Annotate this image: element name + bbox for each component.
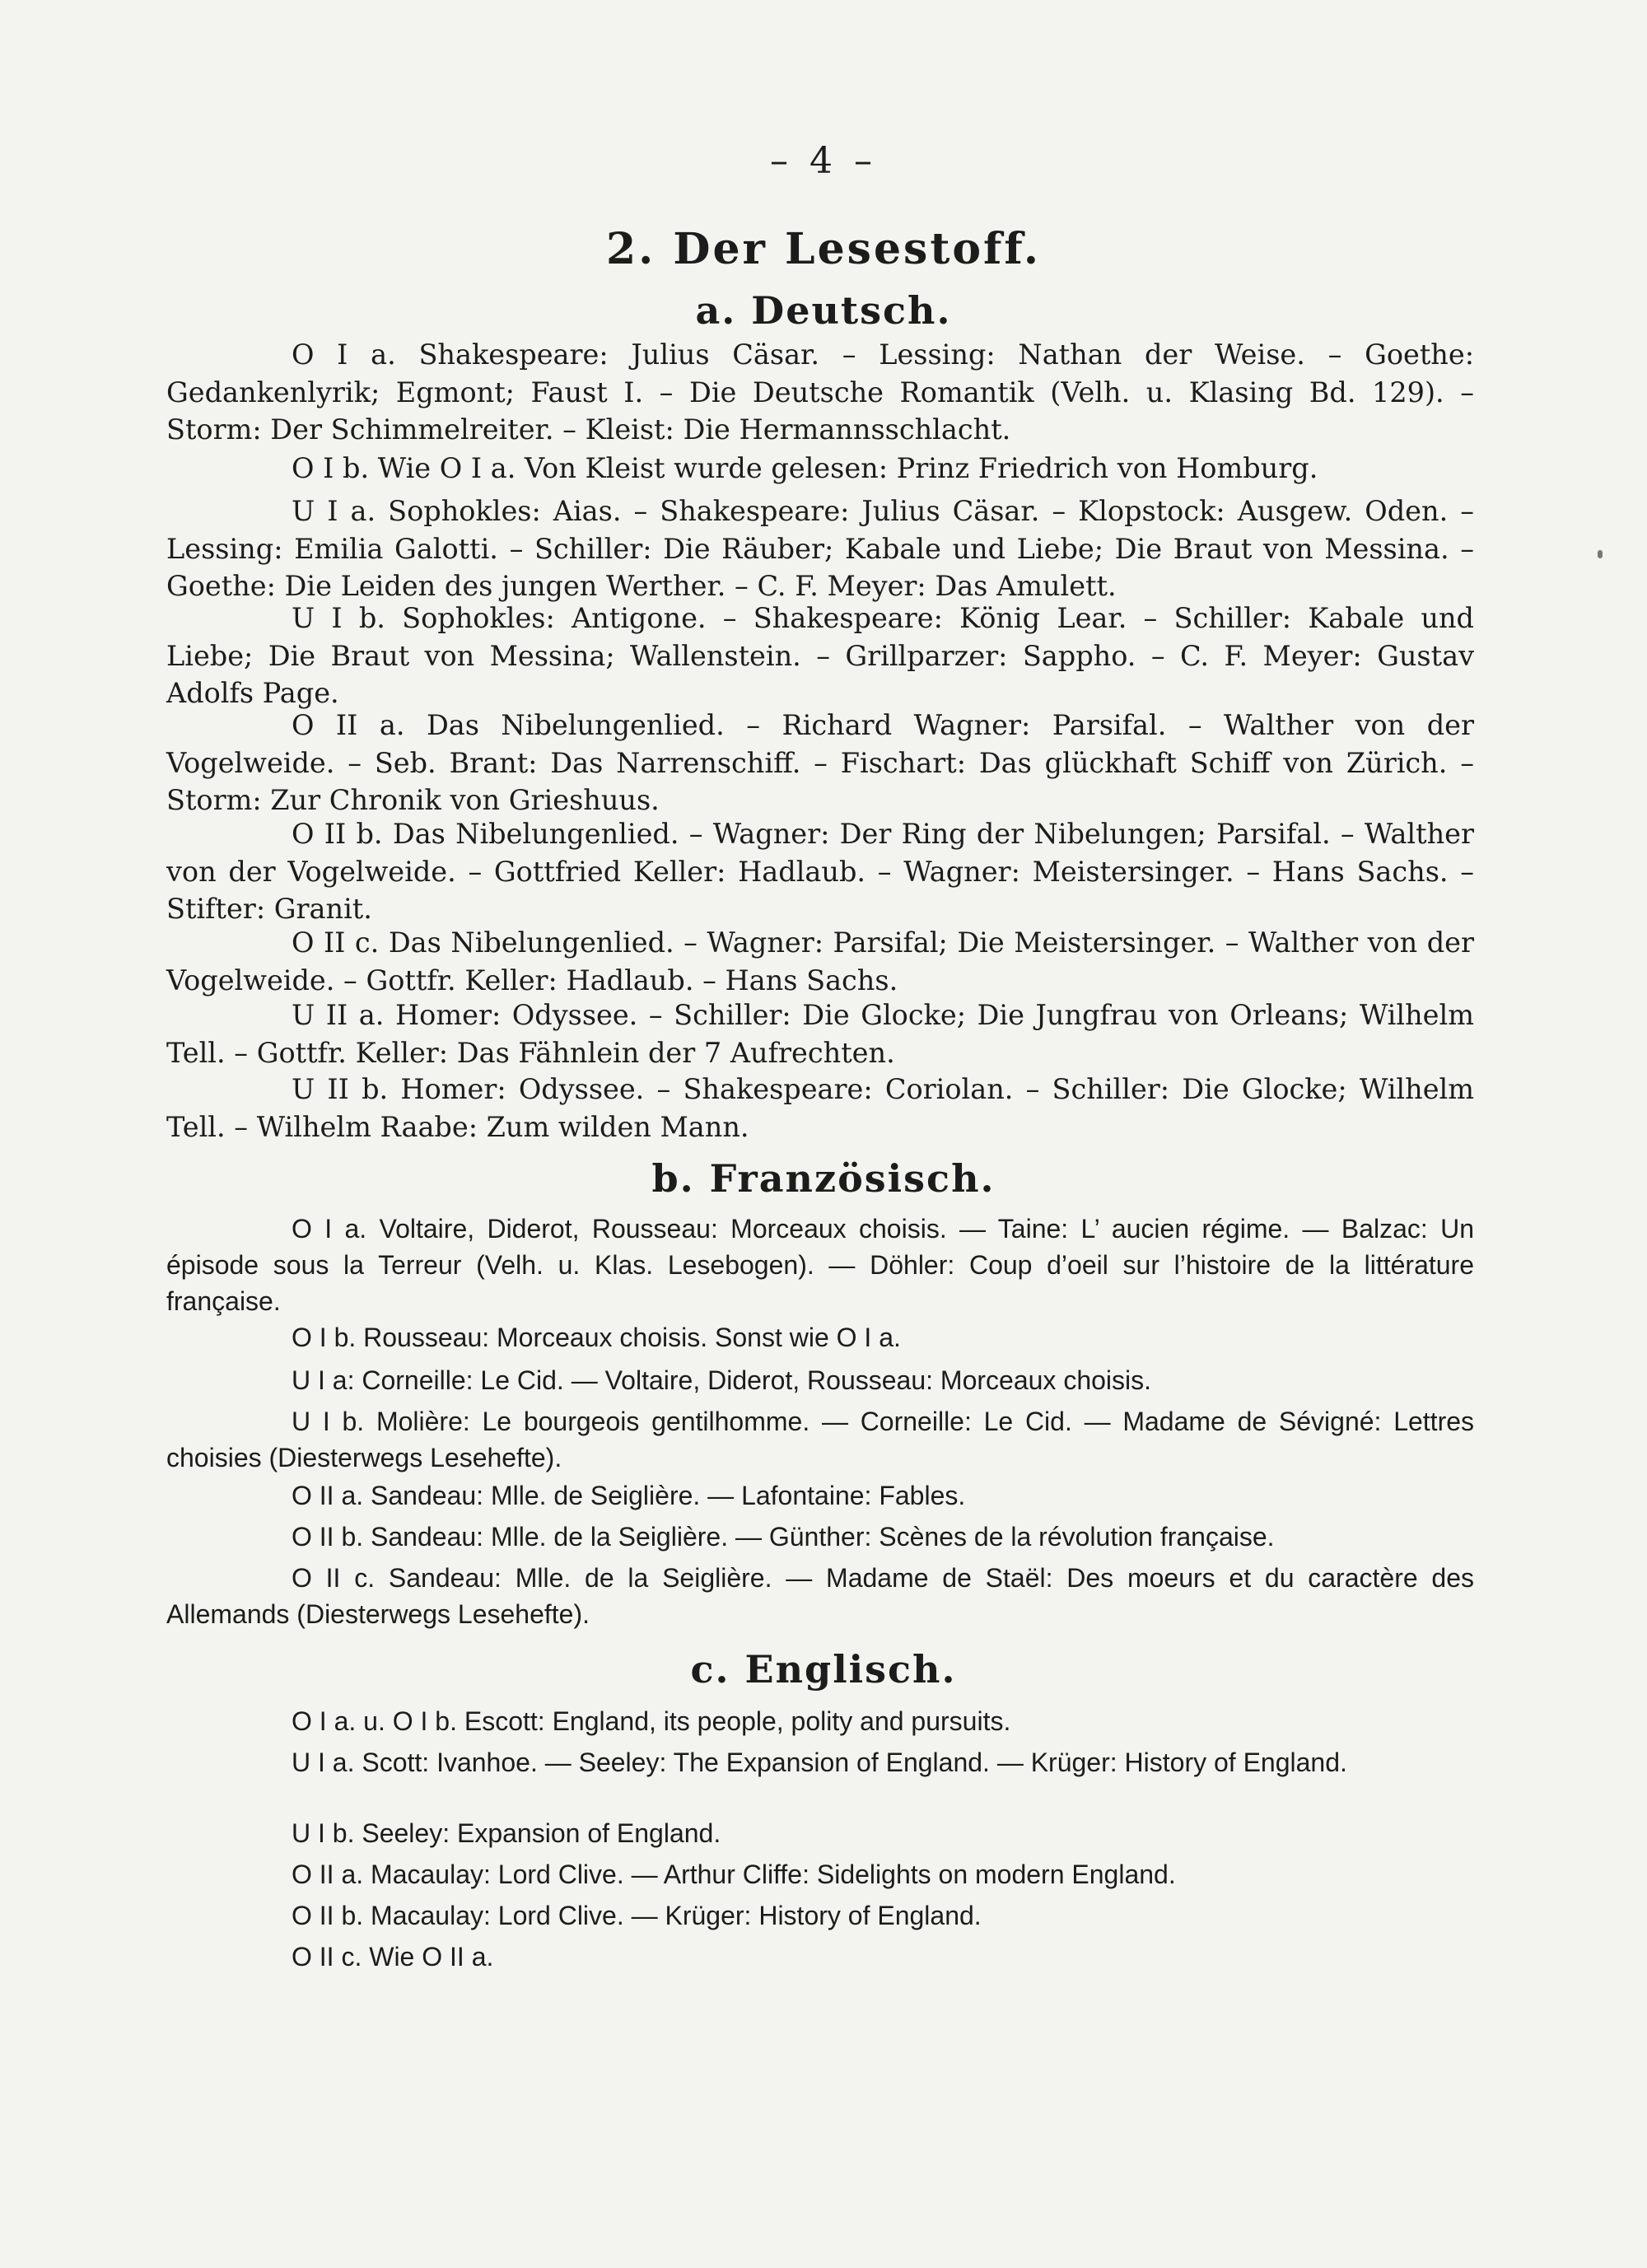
entry-text: Voltaire, Diderot, Rousseau: Morceaux choisis. — Taine: L’ aucien régime. — Balzac: Un épisode sous la Terreur (Velh. u. Klas. Lesebogen). — Döhler: Coup d’oeil sur l’histoire de la littérature française. (166, 1214, 1475, 1316)
page-number: – 4 – (770, 140, 877, 182)
entry-text: Macaulay: Lord Clive. — Krüger: History of England. (371, 1901, 982, 1930)
entry-franz-u1b (166, 1403, 1474, 1476)
paper-speck (1598, 550, 1603, 558)
entry-text: Das Nibelungenlied. – Wagner: Der Ring der Nibelungen; Parsifal. – Walther von der Vogelweide. – Gottfried Keller: Hadlaub. – Wagner: Meistersinger. – Hans Sachs. – Stifter: Granit. (166, 818, 1475, 925)
entry-deutsch-u1b (166, 600, 1474, 712)
section-heading-franzoesisch: b. Französisch. (651, 1156, 996, 1201)
entry-deutsch-u2b (166, 1071, 1474, 1146)
entry-class: O I a. u. O I b. (292, 1706, 457, 1736)
entry-class: O II a. (292, 1860, 364, 1889)
entry-franz-u1a (166, 1362, 1474, 1398)
entry-class: U II b. (292, 1073, 389, 1105)
entry-class: O II c. (292, 1563, 376, 1593)
entry-text: Sophokles: Antigone. – Shakespeare: König Lear. – Schiller: Kabale und Liebe; Die Braut von Messina; Wallenstein. – Grillparzer: Sappho. – C. F. Meyer: Gustav Adolfs Page. (166, 602, 1474, 709)
entry-class: O I b. (292, 1323, 357, 1352)
entry-class: U I a. (292, 495, 376, 527)
entry-text: Molière: Le bourgeois gentilhomme. — Corneille: Le Cid. — Madame de Sévigné: Lettres choisies (Diesterwegs Lesehefte). (166, 1407, 1475, 1472)
entry-deutsch-u1a (166, 492, 1474, 605)
entry-class: O II b. (292, 1522, 364, 1552)
entry-text: Corneille: Le Cid. — Voltaire, Diderot, Rousseau: Morceaux choisis. (362, 1365, 1152, 1395)
entry-text: Wie O II a. (369, 1942, 494, 1972)
entry-class: O II a. (292, 1481, 364, 1510)
page-title: 2. Der Lesestoff. (605, 224, 1042, 274)
entry-deutsch-o2c (166, 924, 1474, 999)
entry-text: Rousseau: Morceaux choisis. Sonst wie O I a. (363, 1323, 901, 1352)
entry-engl-o1a-o1b (166, 1703, 1474, 1739)
entry-text: Seeley: Expansion of England. (362, 1818, 721, 1848)
entry-engl-o2c (166, 1939, 1474, 1975)
entry-deutsch-o2a (166, 707, 1474, 819)
entry-text: Escott: England, its people, polity and pursuits. (464, 1706, 1011, 1736)
entry-engl-o2a (166, 1856, 1474, 1892)
entry-deutsch-o2b (166, 815, 1474, 928)
section-heading-deutsch: a. Deutsch. (695, 288, 952, 333)
entry-text: Wie O I a. Von Kleist wurde gelesen: Prinz Friedrich von Homburg. (377, 452, 1318, 484)
entry-text: Sandeau: Mlle. de Seiglière. — Lafontaine: Fables. (371, 1481, 966, 1510)
entry-engl-o2b (166, 1897, 1474, 1934)
entry-text: Macaulay: Lord Clive. — Arthur Cliffe: Sidelights on modern England. (371, 1860, 1176, 1889)
section-heading-englisch: c. Englisch. (690, 1647, 957, 1692)
entry-deutsch-o1a (166, 336, 1474, 449)
entry-text: Sophokles: Aias. – Shakespeare: Julius Cäsar. – Klopstock: Ausgew. Oden. – Lessing: Emilia Galotti. – Schiller: Die Räuber; Kabale und Liebe; Die Braut von Messina. – Goethe: Die Leiden des jungen Werther. – C. F. Meyer: Das Amulett. (166, 495, 1474, 602)
entry-class: U I b. (292, 1407, 365, 1436)
entry-class: O II c. (292, 926, 380, 959)
entry-deutsch-u2a (166, 996, 1474, 1071)
entry-engl-u1a (166, 1744, 1474, 1780)
entry-class: O II b. (292, 1901, 364, 1930)
entry-class: O II c. (292, 1942, 362, 1972)
entry-franz-o2c (166, 1560, 1474, 1632)
entry-franz-o1b (166, 1319, 1474, 1356)
entry-text: Scott: Ivanhoe. — Seeley: The Expansion of England. — Krüger: History of England. (362, 1748, 1347, 1777)
entry-text: Das Nibelungenlied. – Wagner: Parsifal; Die Meistersinger. – Walther von der Vogelweide. – Gottfr. Keller: Hadlaub. – Hans Sachs. (166, 926, 1475, 996)
entry-class: O II b. (292, 818, 383, 850)
entry-text: Sandeau: Mlle. de la Seiglière. — Günther: Scènes de la révolution française. (371, 1522, 1275, 1552)
entry-text: Sandeau: Mlle. de la Seiglière. — Madame de Staël: Des moeurs et du caractère des Allemands (Diesterwegs Lesehefte). (166, 1563, 1475, 1629)
entry-class: U I b. (292, 602, 385, 634)
entry-engl-u1b (166, 1815, 1474, 1851)
entry-text: Shakespeare: Julius Cäsar. – Lessing: Nathan der Weise. – Goethe: Gedankenlyrik; Egmont; Faust I. – Die Deutsche Romantik (Velh. u. Klasing Bd. 129). – Storm: Der Schimmelreiter. – Kleist: Die Hermannsschlacht. (166, 338, 1474, 446)
entry-class: U I a: (292, 1365, 355, 1395)
entry-franz-o1a (166, 1211, 1474, 1319)
entry-class: U II a. (292, 999, 385, 1031)
entry-franz-o2a (166, 1477, 1474, 1514)
entry-class: O I b. (292, 452, 370, 484)
entry-text: Homer: Odyssee. – Schiller: Die Glocke; Die Jungfrau von Orleans; Wilhelm Tell. – Gottfr. Keller: Das Fähnlein der 7 Aufrechten. (166, 999, 1474, 1069)
entry-class: U I b. (292, 1818, 355, 1848)
entry-deutsch-o1b (166, 450, 1474, 488)
entry-class: O II a. (292, 709, 405, 741)
entry-text: Homer: Odyssee. – Shakespeare: Coriolan. – Schiller: Die Glocke; Wilhelm Tell. – Wilhelm Raabe: Zum wilden Mann. (166, 1073, 1475, 1143)
entry-class: O I a. (292, 338, 396, 371)
entry-text: Das Nibelungenlied. – Richard Wagner: Parsifal. – Walther von der Vogelweide. – Seb. Brant: Das Narrenschiff. – Fischart: Das glückhaft Schiff von Zürich. – Storm: Zur Chronik von Grieshuus. (166, 709, 1474, 816)
entry-franz-o2b (166, 1519, 1474, 1555)
entry-class: U I a. (292, 1748, 355, 1777)
entry-class: O I a. (292, 1214, 367, 1244)
